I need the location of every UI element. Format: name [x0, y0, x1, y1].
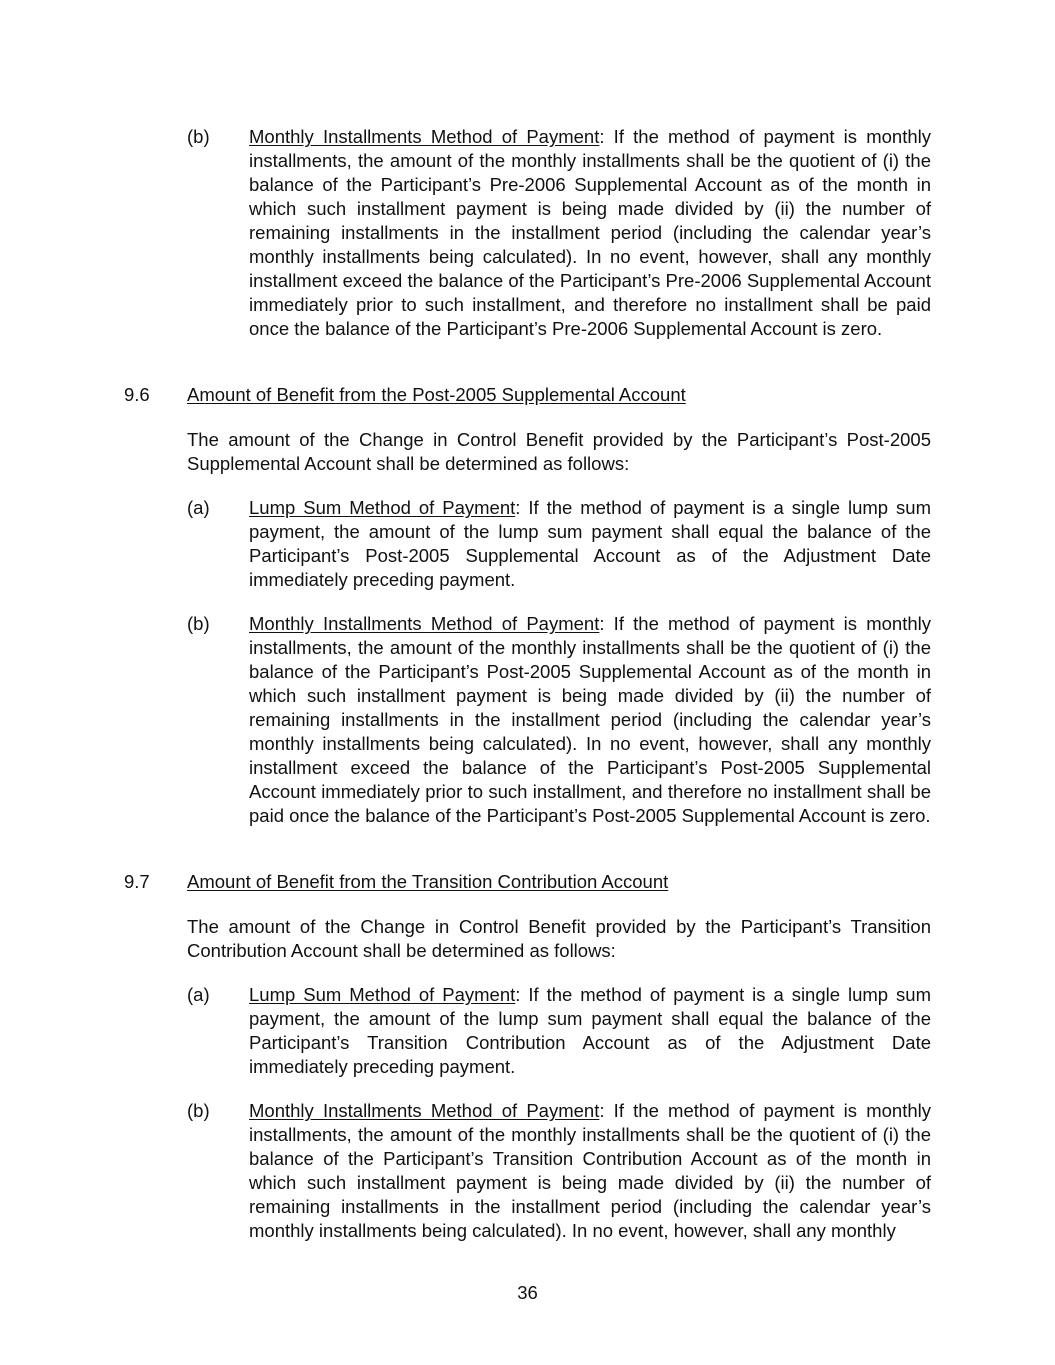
item-title: Lump Sum Method of Payment	[249, 984, 516, 1005]
section-9-7-heading	[124, 870, 668, 894]
item-title: Monthly Installments Method of Payment	[249, 613, 600, 634]
item-marker: (a)	[187, 497, 210, 518]
section-number: 9.7	[124, 871, 150, 892]
item-body	[249, 983, 931, 1079]
item-body	[249, 612, 931, 828]
section-9-7-intro: The amount of the Change in Control Benefit provided by the Participant’s Transition Contribution Account shall be determined as follows:	[187, 916, 931, 961]
item-marker: (a)	[187, 984, 210, 1005]
item-body	[249, 125, 931, 341]
section-9-6-intro: The amount of the Change in Control Benefit provided by the Participant’s Post-2005 Supplemental Account shall be determined as follows:	[187, 429, 931, 474]
item-text: : If the method of payment is monthly installments, the amount of the monthly installments shall be the quotient of (i) the balance of the Participant’s Post-2005 Supplemental Account as of the month in which such installment payment is being made divided by (ii) the number of remaining installments in the installment period (including the calendar year’s monthly installments being calculated). In no event, however, shall any monthly installment exceed the balance of the Participant’s Post-2005 Supplemental Account immediately prior to such installment, and therefore no installment shall be paid once the balance of the Participant’s Post-2005 Supplemental Account is zero.	[249, 613, 931, 826]
page-number: 36	[517, 1282, 538, 1303]
item-b-pre2006	[187, 125, 931, 341]
item-marker: (b)	[187, 126, 210, 147]
section-number: 9.6	[124, 384, 150, 405]
item-title: Monthly Installments Method of Payment	[249, 1100, 600, 1121]
item-body	[249, 1099, 931, 1243]
item-text: : If the method of payment is a single lump sum payment, the amount of the lump sum payment shall equal the balance of the Participant’s Transition Contribution Account as of the Adjustment Date immediately preceding payment.	[249, 984, 931, 1077]
section-9-6-item-a	[187, 496, 931, 592]
section-9-6-heading	[124, 383, 686, 407]
item-text: : If the method of payment is a single lump sum payment, the amount of the lump sum payment shall equal the balance of the Participant’s Post-2005 Supplemental Account as of the Adjustment Date immediately preceding payment.	[249, 497, 931, 590]
item-marker: (b)	[187, 613, 210, 634]
section-9-6-item-b	[187, 612, 931, 828]
section-heading: Amount of Benefit from the Post-2005 Supplemental Account	[187, 384, 686, 405]
item-title: Lump Sum Method of Payment	[249, 497, 516, 518]
section-heading: Amount of Benefit from the Transition Contribution Account	[187, 871, 669, 892]
item-body	[249, 496, 931, 592]
item-text: : If the method of payment is monthly installments, the amount of the monthly installments shall be the quotient of (i) the balance of the Participant’s Pre-2006 Supplemental Account as of the month in which such installment payment is being made divided by (ii) the number of remaining installments in the installment period (including the calendar year’s monthly installments being calculated). In no event, however, shall any monthly installment exceed the balance of the Participant’s Pre-2006 Supplemental Account immediately prior to such installment, and therefore no installment shall be paid once the balance of the Participant’s Pre-2006 Supplemental Account is zero.	[249, 126, 931, 339]
item-text: : If the method of payment is monthly installments, the amount of the monthly installments shall be the quotient of (i) the balance of the Participant’s Transition Contribution Account as of the month in which such installment payment is being made divided by (ii) the number of remaining installments in the installment period (including the calendar year’s monthly installments being calculated). In no event, however, shall any monthly	[249, 1100, 931, 1241]
item-marker: (b)	[187, 1100, 210, 1121]
section-9-7-item-a	[187, 983, 931, 1079]
section-9-7-item-b	[187, 1099, 931, 1243]
item-title: Monthly Installments Method of Payment	[249, 126, 600, 147]
